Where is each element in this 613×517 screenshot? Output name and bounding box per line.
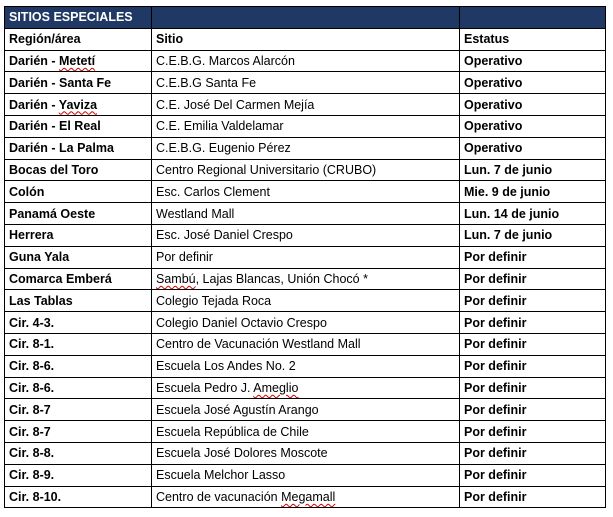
region-cell (5, 268, 152, 290)
site-text: C.E.B.G. Marcos Alarcón (156, 53, 295, 68)
region-cell (5, 50, 152, 72)
site-text: Esc. José Daniel Crespo (156, 228, 293, 243)
region-cell (5, 181, 152, 203)
status-cell: Por definir (460, 246, 606, 268)
region-text-spellcheck: Metetí (59, 53, 96, 68)
site-text: Colegio Tejada Roca (156, 293, 272, 308)
site-cell (152, 399, 460, 421)
site-text: C.E.B.G. Eugenio Pérez (156, 141, 291, 156)
table-row (5, 115, 606, 137)
site-cell (152, 268, 460, 290)
site-text: Escuela Los Andes No. 2 (156, 359, 296, 374)
header-status: Estatus (460, 28, 606, 50)
status-cell: Mie. 9 de junio (460, 181, 606, 203)
table-row (5, 421, 606, 443)
region-text: Las Tablas (9, 293, 73, 308)
table-row (5, 268, 606, 290)
title-blank-cell (152, 7, 460, 29)
region-text: Cir. 8-6. (9, 380, 55, 395)
site-text: Escuela José Agustín Arango (156, 402, 319, 417)
status-cell: Por definir (460, 377, 606, 399)
site-text: Escuela Melchor Lasso (156, 468, 286, 483)
region-cell (5, 72, 152, 94)
site-text: C.E. José Del Carmen Mejía (156, 97, 315, 112)
status-cell: Operativo (460, 137, 606, 159)
site-text: Centro de Vacunación Westland Mall (156, 337, 361, 352)
region-text: Cir. 8-10. (9, 489, 62, 504)
region-text-spellcheck: Yaviza (58, 97, 98, 112)
site-cell (152, 115, 460, 137)
table-row (5, 137, 606, 159)
site-cell (152, 50, 460, 72)
table-row (5, 181, 606, 203)
region-cell (5, 159, 152, 181)
region-text: Panamá Oeste (9, 206, 96, 221)
table-row (5, 486, 606, 508)
region-cell (5, 312, 152, 334)
site-text: Westland Mall (156, 206, 235, 221)
site-cell (152, 246, 460, 268)
status-cell: Por definir (460, 312, 606, 334)
region-cell (5, 333, 152, 355)
region-cell (5, 203, 152, 225)
table-row (5, 399, 606, 421)
site-text: Centro de vacunación (156, 489, 282, 504)
region-text: Cir. 8-1. (9, 337, 55, 352)
table-title: SITIOS ESPECIALES (5, 7, 152, 29)
region-text: Bocas del Toro (9, 162, 99, 177)
table-row (5, 290, 606, 312)
site-text: Colegio Daniel Octavio Crespo (156, 315, 327, 330)
region-text: Cir. 8-8. (9, 446, 55, 461)
site-cell (152, 486, 460, 508)
sites-table-container (4, 6, 606, 508)
table-row (5, 50, 606, 72)
status-cell: Por definir (460, 268, 606, 290)
status-cell: Por definir (460, 355, 606, 377)
site-cell (152, 181, 460, 203)
site-cell (152, 355, 460, 377)
site-cell (152, 421, 460, 443)
region-cell (5, 290, 152, 312)
header-region: Región/área (5, 28, 152, 50)
region-cell (5, 486, 152, 508)
table-row (5, 377, 606, 399)
region-text: Cir. 8-7 (9, 402, 51, 417)
special-sites-table (4, 6, 606, 508)
region-cell (5, 137, 152, 159)
table-row (5, 355, 606, 377)
region-cell (5, 421, 152, 443)
table-row (5, 464, 606, 486)
region-text: Cir. 4-3. (9, 315, 55, 330)
region-text: Darién - La Palma (9, 141, 114, 156)
site-text: C.E. Emilia Valdelamar (156, 119, 284, 134)
table-header-row (5, 28, 606, 50)
site-cell (152, 312, 460, 334)
region-cell (5, 399, 152, 421)
region-text: Herrera (9, 228, 54, 243)
site-text: Por definir (156, 250, 213, 265)
site-text: Centro Regional Universitario (CRUBO) (156, 162, 377, 177)
status-cell: Lun. 14 de junio (460, 203, 606, 225)
region-cell (5, 464, 152, 486)
region-text: Cir. 8-6. (9, 359, 55, 374)
site-text-spellcheck: Ameglio (253, 380, 299, 395)
header-site: Sitio (152, 28, 460, 50)
status-cell: Por definir (460, 486, 606, 508)
site-cell (152, 137, 460, 159)
region-cell (5, 355, 152, 377)
table-row (5, 94, 606, 116)
site-text: Escuela José Dolores Moscote (156, 446, 328, 461)
status-cell: Por definir (460, 442, 606, 464)
status-cell: Por definir (460, 399, 606, 421)
status-cell: Operativo (460, 94, 606, 116)
region-text: Darién - (9, 97, 59, 112)
region-text: Guna Yala (9, 250, 70, 265)
region-cell (5, 224, 152, 246)
site-cell (152, 333, 460, 355)
table-row (5, 203, 606, 225)
site-cell (152, 290, 460, 312)
site-cell (152, 159, 460, 181)
table-row (5, 159, 606, 181)
site-text: Escuela Pedro J. (156, 380, 254, 395)
region-text: Comarca Emberá (9, 271, 112, 286)
site-cell (152, 442, 460, 464)
region-text: Cir. 8-7 (9, 424, 51, 439)
region-text: Colón (9, 184, 45, 199)
table-row (5, 333, 606, 355)
site-text-spellcheck: Megamall (281, 489, 336, 504)
title-blank-cell (460, 7, 606, 29)
status-cell: Operativo (460, 50, 606, 72)
site-text-spellcheck: Sambú (156, 271, 196, 286)
table-row (5, 224, 606, 246)
site-text: C.E.B.G Santa Fe (156, 75, 257, 90)
site-text: , Lajas Blancas, Unión Chocó * (195, 271, 368, 286)
table-row (5, 312, 606, 334)
site-text: Escuela República de Chile (156, 424, 309, 439)
site-cell (152, 72, 460, 94)
site-text: Esc. Carlos Clement (156, 184, 270, 199)
status-cell: Lun. 7 de junio (460, 224, 606, 246)
status-cell: Por definir (460, 421, 606, 443)
site-cell (152, 224, 460, 246)
status-cell: Lun. 7 de junio (460, 159, 606, 181)
status-cell: Por definir (460, 333, 606, 355)
table-row (5, 442, 606, 464)
site-cell (152, 94, 460, 116)
status-cell: Operativo (460, 115, 606, 137)
region-cell (5, 442, 152, 464)
region-text: Darién - (9, 53, 60, 68)
table-row (5, 72, 606, 94)
site-cell (152, 464, 460, 486)
table-title-row (5, 7, 606, 29)
region-text: Darién - Santa Fe (9, 75, 112, 90)
site-cell (152, 377, 460, 399)
region-cell (5, 94, 152, 116)
region-cell (5, 115, 152, 137)
table-row (5, 246, 606, 268)
region-cell (5, 246, 152, 268)
status-cell: Por definir (460, 290, 606, 312)
region-cell (5, 377, 152, 399)
region-text: Darién - El Real (9, 119, 101, 134)
status-cell: Por definir (460, 464, 606, 486)
status-cell: Operativo (460, 72, 606, 94)
region-text: Cir. 8-9. (9, 468, 55, 483)
site-cell (152, 203, 460, 225)
